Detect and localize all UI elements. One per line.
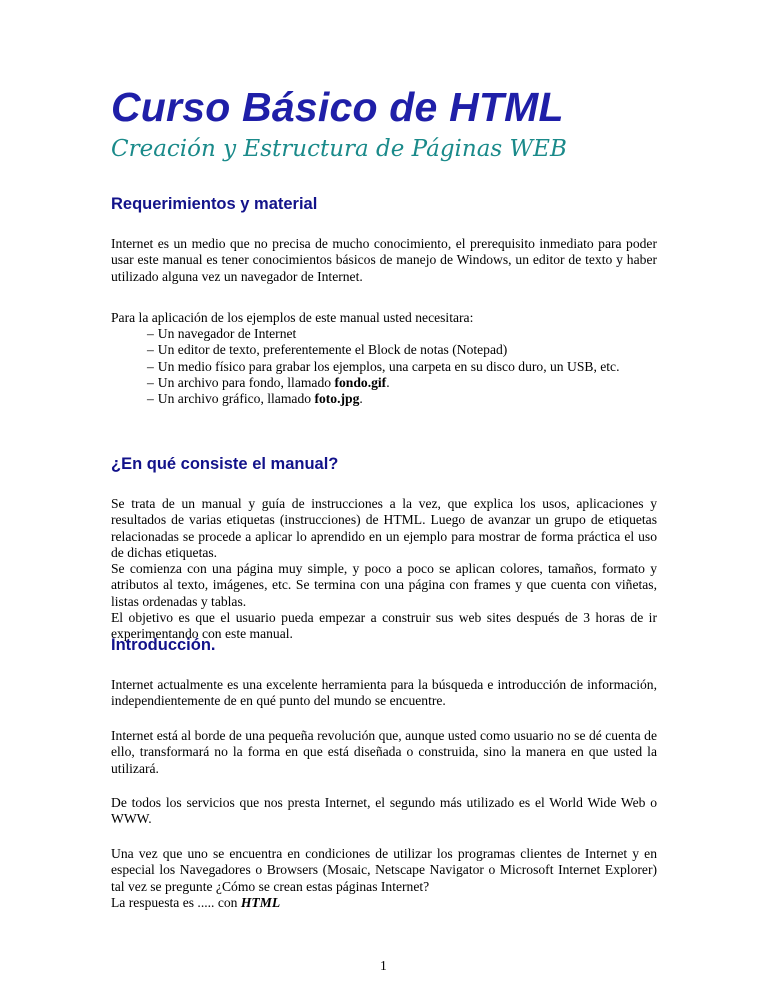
paragraph: Internet actualmente es una excelente herramienta para la búsqueda e introducción de información, independientemente de en qué punto del mundo se encuentre. — [111, 677, 657, 709]
paragraph: Para la aplicación de los ejemplos de este manual usted necesitara: — [111, 310, 474, 325]
dash-bullet: – — [147, 342, 154, 358]
paragraph: La respuesta es ..... con HTML — [111, 894, 281, 910]
filename-fondo: fondo.gif — [334, 374, 387, 390]
section-heading-manual: ¿En qué consiste el manual? — [111, 455, 339, 473]
section-heading-introduccion: Introducción. — [111, 636, 216, 654]
filename-foto: foto.jpg — [314, 391, 360, 407]
document-title: Curso Básico de HTML — [111, 84, 564, 130]
paragraph: Internet está al borde de una pequeña revolución que, aunque usted como usuario no se dé cuenta de ello, transformará no la forma en que está diseñada o construida, sino la manera en que usted la utilizará. — [111, 728, 657, 776]
paragraph: Se trata de un manual y guía de instrucciones a la vez, que explica los usos, aplicaciones y resultados de varias etiquetas (instrucciones) de HTML. Luego de avanzar un grupo de etiquetas relacionadas se procede a aplicar lo aprendido en un ejemplo para mostrar de forma práctica el uso de dichas etiquetas. — [111, 496, 657, 560]
list-item: – Un editor de texto, preferentemente el Block de notas (Notepad) — [147, 342, 508, 358]
section-body — [111, 846, 657, 911]
section-body — [111, 496, 657, 643]
document-subtitle: Creación y Estructura de Páginas WEB — [111, 136, 567, 162]
list-item: – Un archivo para fondo, llamado fondo.gif. — [147, 374, 390, 390]
list-item: – Un navegador de Internet — [147, 326, 297, 341]
dash-bullet: – — [147, 326, 154, 341]
html-emphasis: HTML — [240, 894, 281, 910]
list-item: – Un medio físico para grabar los ejemplos, una carpeta en su disco duro, un USB, etc. — [147, 358, 620, 374]
paragraph: Una vez que uno se encuentra en condiciones de utilizar los programas clientes de Internet y en especial los Navegadores o Browsers (Mosaic, Netscape Navigator o Microsoft Internet Explorer) tal vez se pregunte ¿Cómo se crean estas páginas Internet? — [111, 846, 657, 894]
requirements-list — [147, 326, 657, 407]
paragraph: Se comienza con una página muy simple, y poco a poco se aplican colores, tamaños, formato y atributos al texto, imágenes, etc. Se termina con una página con frames y que cuenta con viñetas, listas ordenadas y tablas. — [111, 561, 657, 609]
dash-bullet: – — [147, 374, 154, 390]
paragraph: El objetivo es que el usuario pueda empezar a construir sus web sites después de 3 horas de ir experimentando con este manual. — [111, 610, 657, 642]
page-number: 1 — [380, 958, 387, 973]
dash-bullet: – — [147, 391, 154, 407]
dash-bullet: – — [147, 358, 154, 374]
paragraph: De todos los servicios que nos presta Internet, el segundo más utilizado es el World Wide Web o WWW. — [111, 795, 657, 827]
list-item: – Un archivo gráfico, llamado foto.jpg. — [147, 391, 363, 407]
section-heading-requerimientos: Requerimientos y material — [111, 195, 318, 213]
paragraph: Internet es un medio que no precisa de mucho conocimiento, el prerequisito inmediato para poder usar este manual es tener conocimientos básicos de manejo de Windows, un editor de texto y haber utilizado alguna vez un navegador de Internet. — [111, 236, 657, 284]
